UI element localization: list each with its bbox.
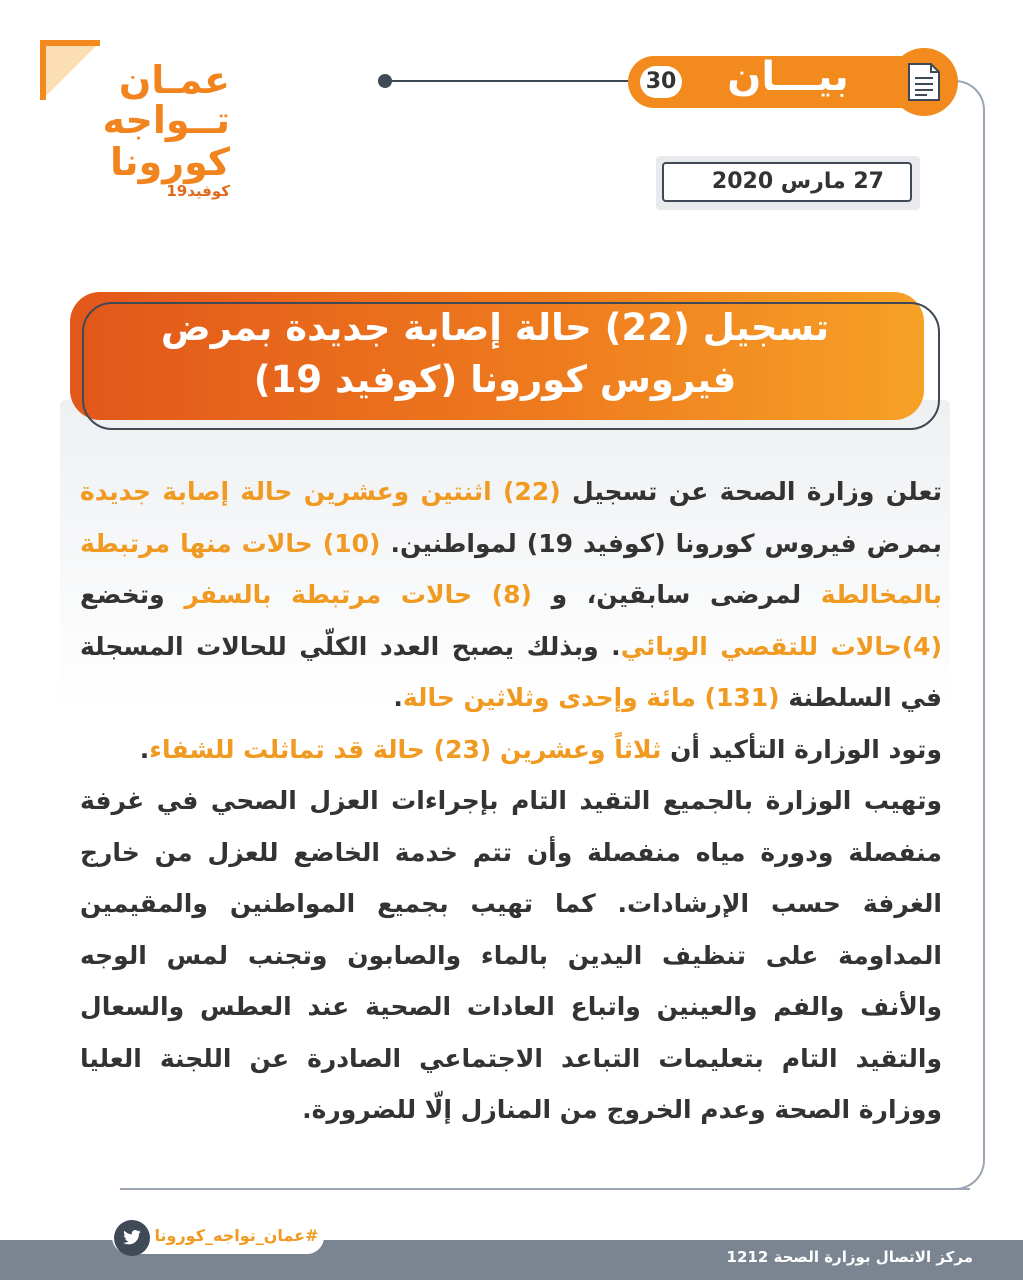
highlight-new-cases: (22) اثنتين وعشرين حالة إصابة جديدة [80,477,561,506]
text-previous-patients: لمرضى سابقين، و [531,580,821,609]
highlight-recovered: ثلاثاً وعشرين (23) حالة قد تماثلت للشفاء [149,734,662,764]
headline-line-2: فيروس كورونا (كوفيد 19) [253,358,737,401]
text-period: . [393,683,403,712]
text-total: . وبذلك يصبح العدد الكلّي للحالات المسجلة في السلطنة [80,631,942,712]
statement-body [80,466,942,1136]
timeline-line [390,80,630,82]
text-announcement: تعلن وزارة الصحة عن تسجيل [560,477,942,506]
frame-border [955,80,985,1190]
highlight-total-cases: (131) مائة وإحدى وثلاثين حالة [402,683,780,712]
contact-center: مركز الاتصال بوزارة الصحة 1212 [726,1248,973,1266]
timeline-dot [378,74,392,88]
paragraph-recoveries [80,724,942,776]
statement-title: بيـــان [727,54,849,100]
headline [90,302,900,406]
statement-date: 27 مارس 2020 [662,162,912,202]
frame-bottom-line [120,1188,970,1190]
logo-line-faces: تــواجه [102,98,230,142]
highlight-investigation-cases: (4)حالات للتقصي الوبائي [620,631,943,661]
text-citizens: بمرض فيروس كورونا (كوفيد 19) لمواطنين. [380,528,942,558]
campaign-logo [40,40,230,210]
campaign-hashtag[interactable]: #عمان_تواجه_كورونا [154,1226,319,1245]
text-period-2: . [139,734,150,764]
twitter-icon [122,1230,142,1246]
paragraph-cases [80,466,942,724]
text-subject: وتخضع [80,580,185,609]
logo-corner-icon [40,40,100,100]
paragraph-guidance: وتهيب الوزارة بالجميع التقيد التام بإجراءات العزل الصحي في غرفة منفصلة ودورة مياه منفصلة وأن تتم خدمة الخاضع للعزل من خارج الغرفة حسب الإرشادات. كما تهيب بجميع المواطنين والمقيمين المداومة على تنظيف اليدين بالماء والصابون وتجنب لمس الوجه والأنف والفم والعينين واتباع العادات الصحية عند العطس والسعال والتقيد التام بتعليمات التباعد الاجتماعي الصادرة عن اللجنة العليا ووزارة الصحة وعدم الخروج من المنازل إلّا للضرورة. [80,786,942,1124]
twitter-badge[interactable] [114,1220,150,1256]
document-icon [907,62,941,102]
date-box [656,156,920,210]
headline-line-1: تسجيل (22) حالة إصابة جديدة بمرض [160,306,830,349]
highlight-travel-cases: (8) حالات مرتبطة بالسفر [184,580,532,609]
text-confirm: وتود الوزارة التأكيد أن [661,734,942,764]
statement-number: 30 [640,66,682,98]
logo-line-oman: عمـان [118,58,230,102]
logo-line-covid: كوفيد19 [166,182,230,200]
logo-line-corona: كورونا [110,140,230,184]
statement-badge [628,48,958,116]
badge-circle [890,48,958,116]
highlight-contact-cases: (10) حالات منها مرتبطة بالمخالطة [80,528,943,609]
